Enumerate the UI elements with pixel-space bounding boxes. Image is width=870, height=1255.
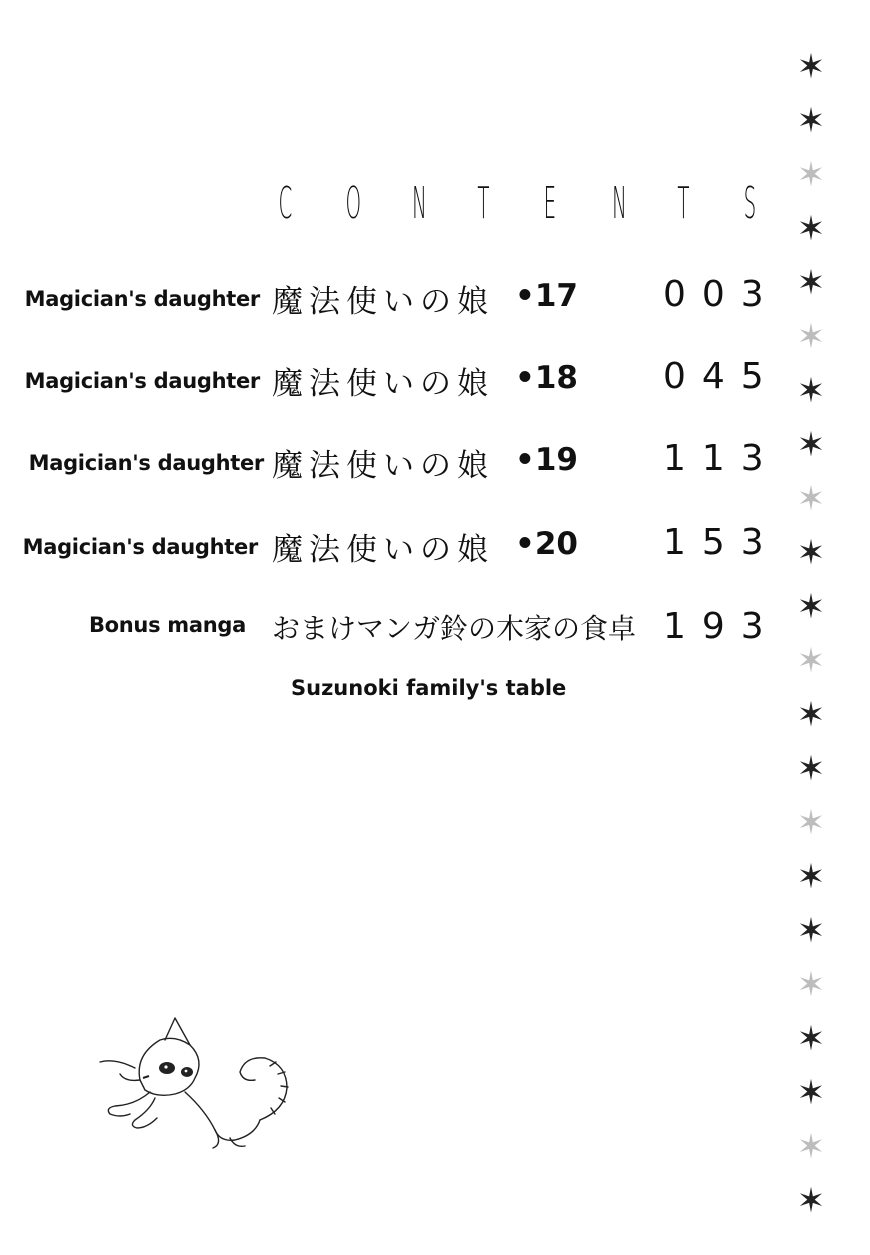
- star-ornament: ✶: [796, 479, 826, 519]
- contents-heading: [270, 178, 770, 238]
- heading-letter: S: [743, 178, 757, 229]
- star-ornament: ✶: [796, 209, 826, 249]
- star-ornament: ✶: [796, 641, 826, 681]
- bonus-japanese-title: おまけマンガ鈴の木家の食卓: [272, 612, 637, 645]
- heading-letter: N: [412, 178, 427, 229]
- heading-letter: C: [278, 178, 293, 229]
- entry-japanese-title: 魔法使いの娘: [272, 366, 494, 402]
- entry-english-title: Magician's daughter: [24, 369, 260, 393]
- entry-page-number: 045: [663, 356, 780, 397]
- star-ornament: ✶: [796, 425, 826, 465]
- fox-illustration: [95, 1010, 305, 1150]
- star-ornament: ✶: [796, 965, 826, 1005]
- entry-page-number: 153: [663, 522, 780, 563]
- entry-number: •20: [515, 526, 578, 562]
- star-ornament: ✶: [796, 533, 826, 573]
- star-ornament: ✶: [796, 371, 826, 411]
- toc-bonus-entry[interactable]: [0, 603, 870, 653]
- entry-english-title: Magician's daughter: [24, 287, 260, 311]
- toc-entry[interactable]: [0, 356, 870, 411]
- heading-letter: T: [677, 178, 690, 229]
- star-ornament: ✶: [796, 803, 826, 843]
- toc-entry[interactable]: [0, 274, 870, 324]
- star-ornament: ✶: [796, 47, 826, 87]
- star-ornament: ✶: [796, 749, 826, 789]
- star-ornament: ✶: [796, 317, 826, 357]
- star-ornament: ✶: [796, 1181, 826, 1221]
- star-ornament: ✶: [796, 587, 826, 627]
- entry-japanese-title: 魔法使いの娘: [272, 284, 494, 320]
- heading-letter: N: [612, 178, 627, 229]
- toc-entry[interactable]: [0, 438, 870, 488]
- heading-letter: O: [345, 178, 362, 229]
- entry-japanese-title: 魔法使いの娘: [272, 448, 494, 484]
- bonus-page-number: 193: [663, 606, 780, 647]
- entry-page-number: 003: [663, 274, 780, 315]
- star-ornament: ✶: [796, 263, 826, 303]
- star-border: [788, 47, 838, 1250]
- entry-number: •18: [515, 360, 578, 396]
- star-ornament: ✶: [796, 1019, 826, 1059]
- heading-letter: T: [477, 178, 490, 229]
- toc-entry[interactable]: [0, 522, 870, 572]
- star-ornament: ✶: [796, 857, 826, 897]
- star-ornament: ✶: [796, 155, 826, 195]
- entry-number: •17: [515, 278, 578, 314]
- star-ornament: ✶: [796, 101, 826, 141]
- star-ornament: ✶: [796, 695, 826, 735]
- heading-letter: E: [543, 178, 557, 229]
- star-ornament: ✶: [796, 1127, 826, 1167]
- bonus-subtitle: Suzunoki family's table: [291, 676, 567, 700]
- entry-page-number: 113: [663, 438, 780, 479]
- star-ornament: ✶: [796, 911, 826, 951]
- entry-number: •19: [515, 442, 578, 478]
- entry-english-title: Magician's daughter: [22, 535, 258, 559]
- entry-japanese-title: 魔法使いの娘: [272, 532, 494, 568]
- entry-english-title: Magician's daughter: [28, 451, 264, 475]
- bonus-english-title: Bonus manga: [88, 613, 246, 637]
- star-ornament: ✶: [796, 1073, 826, 1113]
